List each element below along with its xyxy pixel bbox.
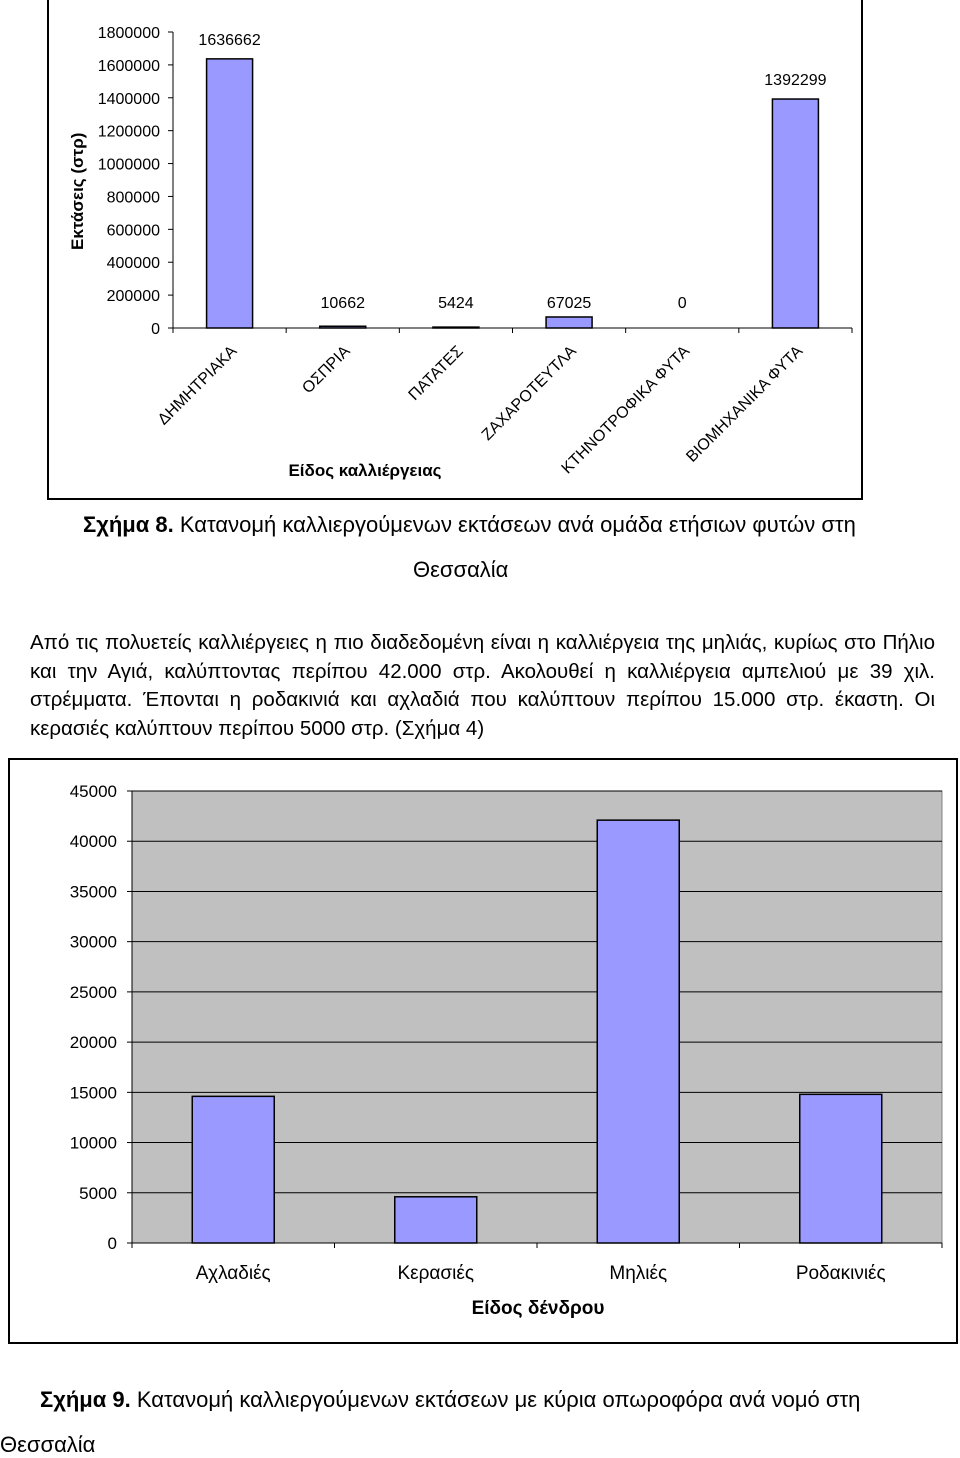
figure9-caption — [40, 1387, 860, 1413]
chart8-bar — [546, 317, 592, 328]
chart8-data-label: 67025 — [546, 295, 592, 312]
chart9-category-label: Κερασιές — [397, 1263, 475, 1284]
chart9-y-tick-label: 35000 — [69, 882, 117, 902]
figure8-chart — [0, 0, 960, 500]
chart9-y-tick-label: 10000 — [69, 1133, 117, 1153]
figure9-chart — [0, 758, 960, 1344]
figure8-caption — [83, 512, 856, 538]
chart9-bar — [192, 1096, 274, 1243]
chart8-y-tick-label: 1600000 — [97, 57, 160, 75]
chart8-data-label: 1392299 — [764, 72, 827, 90]
figure9-caption-text: Κατανομή καλλιεργούμενων εκτάσεων με κύρια οπωροφόρα ανά νομό στη — [136, 1387, 861, 1412]
chart8-category-label: ΖΑΧΑΡΟΤΕΥΤΛΑ — [478, 342, 580, 444]
chart8-y-tick-label: 1000000 — [97, 156, 160, 174]
figure8-caption-cont: Θεσσαλία — [413, 557, 509, 582]
chart8-y-tick-label: 200000 — [106, 288, 160, 306]
chart8-y-tick-label: 1400000 — [97, 90, 160, 108]
chart8-y-tick-label: 600000 — [106, 222, 160, 240]
chart8-bar — [320, 326, 366, 328]
chart8-data-label: 5424 — [438, 295, 474, 312]
chart8-bar — [433, 327, 479, 328]
chart8-category-label: ΠΑΤΑΤΕΣ — [405, 342, 467, 404]
body-paragraph: Από τις πολυετείς καλλιέργειες η πιο διαδεδομένη είναι η καλλιέργεια της μηλιάς, κυρίως στο Πήλιο και την Αγιά, καλύπτοντας περίπου 42.000 στρ. Ακολουθεί η καλλιέργεια αμπελιού με 39 χιλ. στρέμματα. Έπονται η ροδακινιά και αχλαδιά που καλύπτουν περίπου 15.000 στρ. έκαστη. Οι κερασιές καλύπτουν περίπου 5000 στρ. (Σχήμα 4) — [30, 631, 935, 740]
chart9-y-tick-label: 25000 — [69, 982, 117, 1002]
chart9-category-label: Μηλιές — [609, 1263, 668, 1284]
chart8-category-label: ΟΣΠΡΙΑ — [299, 342, 354, 398]
chart9-bar — [800, 1094, 882, 1243]
chart9-category-label: Αχλαδιές — [195, 1263, 271, 1284]
chart9-y-tick-label: 45000 — [69, 782, 117, 801]
chart8-x-axis-label: Είδος καλλιέργειας — [288, 461, 442, 480]
chart8-data-label: 10662 — [320, 295, 365, 312]
chart8-category-label: ΒΙΟΜΗΧΑΝΙΚΑ ΦΥΤΑ — [683, 342, 807, 466]
chart9-bar — [597, 820, 679, 1243]
chart8-data-label: 1636662 — [198, 31, 261, 49]
chart8-y-tick-label: 1800000 — [97, 25, 160, 42]
chart8-y-tick-label: 0 — [151, 321, 160, 338]
chart9-y-tick-label: 20000 — [69, 1033, 117, 1053]
chart9-y-tick-label: 5000 — [79, 1183, 117, 1203]
chart8-data-label: 0 — [677, 295, 687, 312]
chart8-bar — [207, 59, 253, 328]
chart9-y-tick-label: 40000 — [69, 832, 117, 852]
figure9-caption-label: Σχήμα 9. — [40, 1387, 131, 1412]
figure9-caption-cont: Θεσσαλία — [0, 1432, 96, 1457]
chart8-y-tick-label: 800000 — [106, 189, 160, 207]
chart9-x-axis-label: Είδος δένδρου — [471, 1298, 605, 1319]
chart9-y-tick-label: 0 — [107, 1234, 117, 1253]
chart8-y-tick-label: 1200000 — [97, 123, 160, 141]
figure8-caption-label: Σχήμα 8. — [83, 512, 174, 537]
chart8-category-label: ΔΗΜΗΤΡΙΑΚΑ — [154, 342, 241, 429]
chart9-y-tick-label: 15000 — [69, 1083, 117, 1103]
chart8-bar — [772, 99, 818, 328]
chart9-y-tick-label: 30000 — [69, 932, 117, 952]
chart8-y-axis-label: Εκτάσεις (στρ) — [68, 132, 87, 250]
chart9-bar — [395, 1197, 477, 1243]
figure8-caption-text: Κατανομή καλλιεργούμενων εκτάσεων ανά ομάδα ετήσιων φυτών στη — [179, 512, 856, 537]
chart8-category-label: ΚΤΗΝΟΤΡΟΦΙΚΑ ΦΥΤΑ — [558, 342, 694, 478]
chart9-category-label: Ροδακινιές — [795, 1263, 886, 1284]
chart8-y-tick-label: 400000 — [106, 255, 160, 273]
